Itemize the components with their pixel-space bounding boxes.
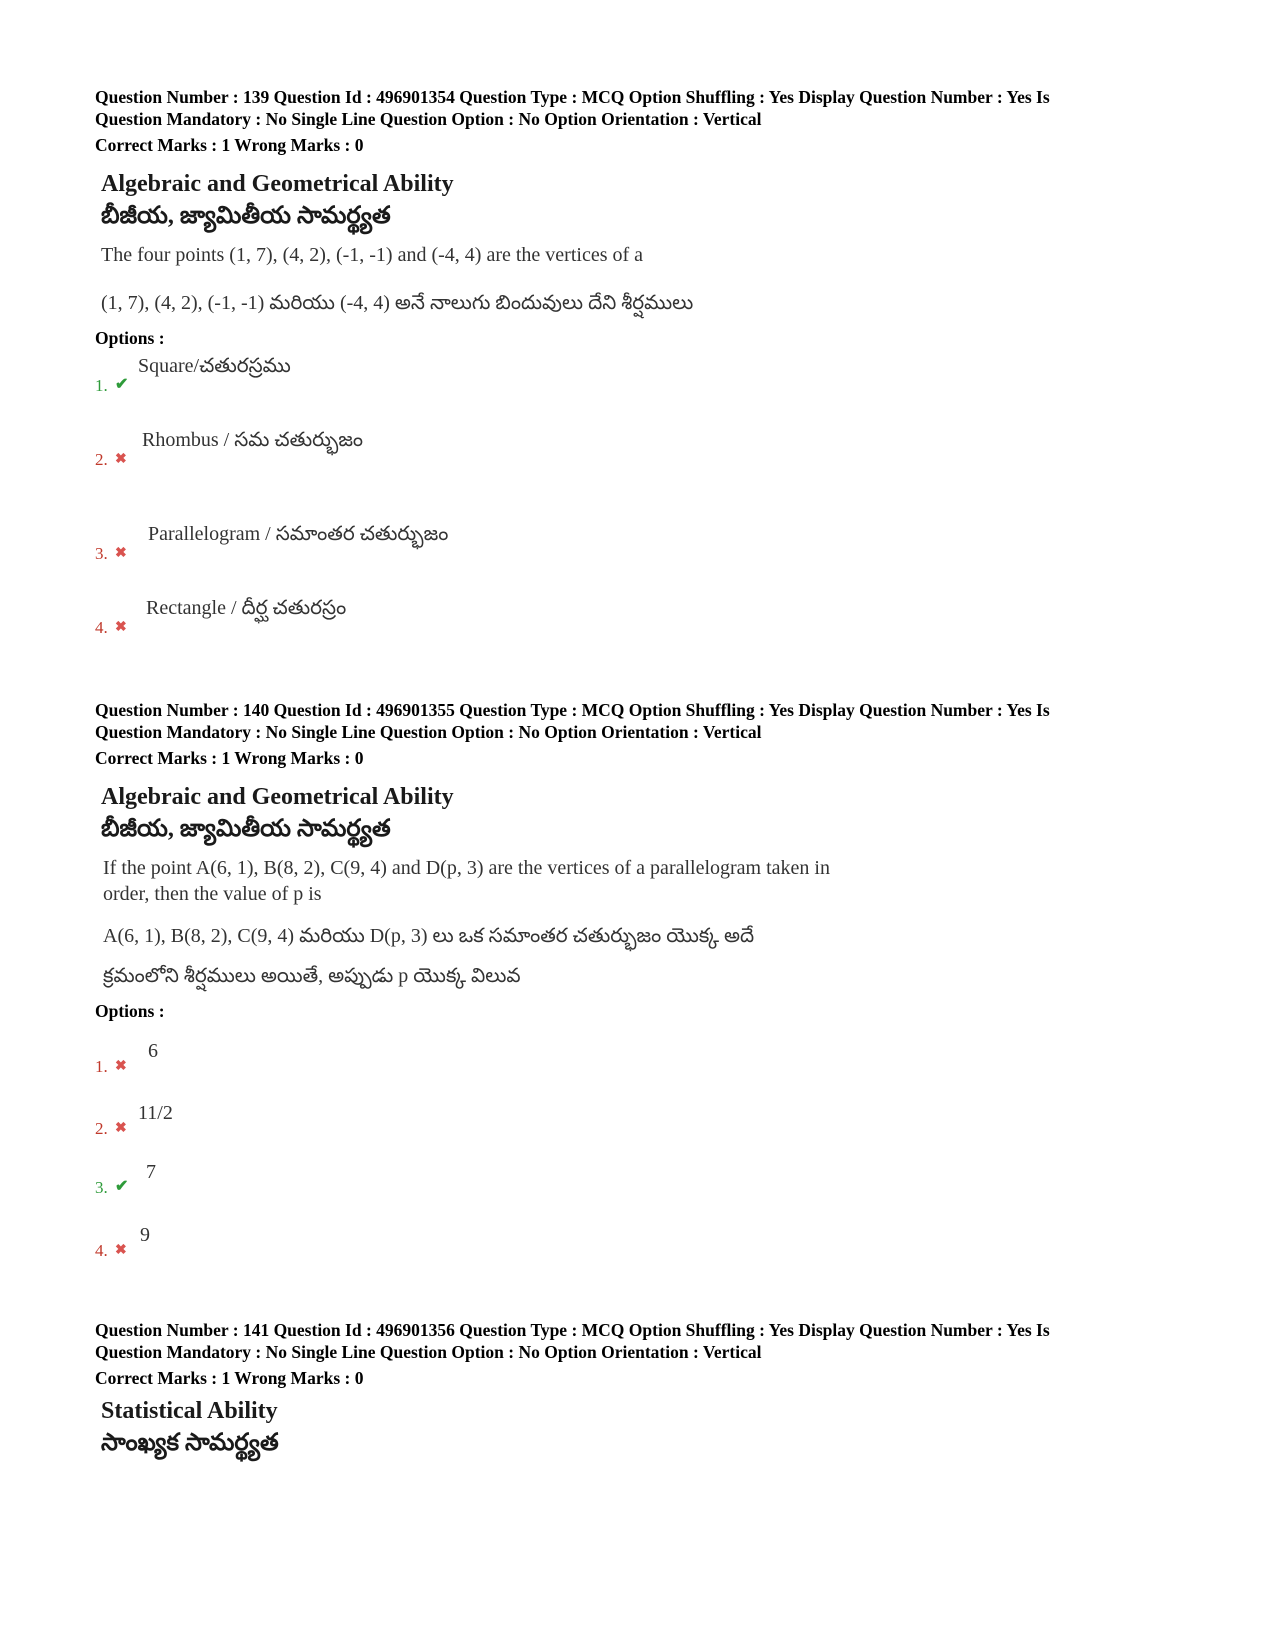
cross-mark-icon: ✖: [115, 452, 127, 467]
stem-telugu-line-1: A(6, 1), B(8, 2), C(9, 4) మరియు D(p, 3) లు ఒక సమాంతర చతుర్భుజం యొక్క అదే: [103, 925, 755, 947]
stem-telugu-line-2: క్రమంలోని శీర్షములు అయితే, అప్పుడు p యొక్క విలువ: [103, 965, 521, 987]
marks-line: Correct Marks : 1 Wrong Marks : 0: [95, 748, 364, 768]
marks-line: Correct Marks : 1 Wrong Marks : 0: [95, 1368, 364, 1388]
subject-telugu: బీజీయ, జ్యామితీయ సామర్థ్యత: [101, 816, 391, 842]
question-stem: [103, 855, 1195, 989]
question-141: [95, 1319, 1195, 1459]
question-stem: [101, 242, 1195, 316]
meta-line-2: Question Mandatory : No Single Line Question Option : No Option Orientation : Vertical: [95, 1342, 762, 1362]
option-number: 2.: [95, 450, 108, 469]
subject-english: Algebraic and Geometrical Ability: [101, 784, 454, 810]
option-number: 4.: [95, 1241, 108, 1260]
option-text: 6: [148, 1040, 158, 1062]
subject-heading: [101, 1395, 1195, 1459]
stem-english-line-1: If the point A(6, 1), B(8, 2), C(9, 4) and D(p, 3) are the vertices of a parallelogram taken in: [103, 857, 830, 879]
marks-line: Correct Marks : 1 Wrong Marks : 0: [95, 135, 364, 155]
meta-line-2: Question Mandatory : No Single Line Question Option : No Option Orientation : Vertical: [95, 109, 762, 129]
question-meta: [95, 699, 1170, 769]
option-text: 7: [146, 1161, 156, 1183]
stem-english-line-2: order, then the value of p is: [103, 883, 322, 905]
meta-line-1: Question Number : 139 Question Id : 496901354 Question Type : MCQ Option Shuffling : Yes Display Question Number : Yes Is: [95, 87, 1050, 107]
question-140: [95, 699, 1195, 1260]
option-text: 11/2: [138, 1102, 173, 1124]
subject-telugu: సాంఖ్యక సామర్థ్యత: [101, 1430, 279, 1456]
subject-heading: [101, 781, 1195, 845]
option-text: Rectangle / దీర్ఘ చతురస్రం: [146, 597, 347, 619]
meta-line-1: Question Number : 141 Question Id : 496901356 Question Type : MCQ Option Shuffling : Yes Display Question Number : Yes Is: [95, 1320, 1050, 1340]
subject-english: Statistical Ability: [101, 1398, 278, 1424]
question-139: [95, 86, 1195, 637]
meta-line-1: Question Number : 140 Question Id : 496901355 Question Type : MCQ Option Shuffling : Yes Display Question Number : Yes Is: [95, 700, 1050, 720]
subject-english: Algebraic and Geometrical Ability: [101, 171, 454, 197]
option-text: Rhombus / సమ చతుర్భుజం: [142, 429, 364, 451]
subject-heading: [101, 168, 1195, 232]
option-text: 9: [140, 1224, 150, 1246]
option-number: 4.: [95, 618, 108, 637]
cross-mark-icon: ✖: [115, 620, 127, 635]
stem-telugu: (1, 7), (4, 2), (-1, -1) మరియు (-4, 4) అనే నాలుగు బిందువులు దేని శీర్షములు: [101, 292, 694, 314]
cross-mark-icon: ✖: [115, 1243, 127, 1258]
options-label: Options :: [95, 328, 165, 348]
cross-mark-icon: ✖: [115, 546, 127, 561]
option-number: 1.: [95, 1057, 108, 1076]
check-mark-icon: ✔: [115, 376, 129, 393]
option-text: Parallelogram / సమాంతర చతుర్భుజం: [148, 523, 449, 545]
option-number: 3.: [95, 1178, 108, 1197]
subject-telugu: బీజీయ, జ్యామితీయ సామర్థ్యత: [101, 203, 391, 229]
option-number: 2.: [95, 1119, 108, 1138]
cross-mark-icon: ✖: [115, 1121, 127, 1136]
options-label: Options :: [95, 1001, 165, 1021]
meta-line-2: Question Mandatory : No Single Line Question Option : No Option Orientation : Vertical: [95, 722, 762, 742]
question-meta: [95, 1319, 1170, 1389]
option-number: 3.: [95, 544, 108, 563]
check-mark-icon: ✔: [115, 1178, 129, 1195]
stem-english: The four points (1, 7), (4, 2), (-1, -1) and (-4, 4) are the vertices of a: [101, 244, 644, 266]
cross-mark-icon: ✖: [115, 1059, 127, 1074]
option-number: 1.: [95, 376, 108, 395]
option-text: Square/చతురస్రము: [138, 355, 291, 377]
question-meta: [95, 86, 1170, 156]
